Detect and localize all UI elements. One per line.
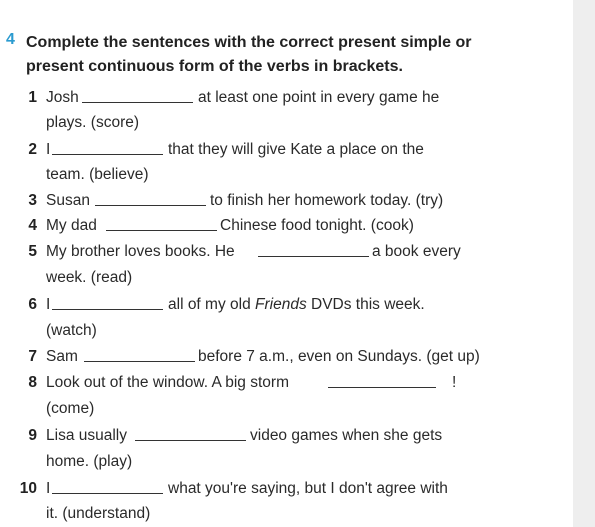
answer-blank[interactable] bbox=[82, 86, 193, 103]
item-number: 10 bbox=[19, 480, 37, 497]
item-text-continued: week. (read) bbox=[46, 269, 133, 286]
item-number: 5 bbox=[28, 243, 37, 260]
answer-blank[interactable] bbox=[106, 214, 217, 231]
answer-blank[interactable] bbox=[52, 293, 163, 310]
item-text-before: My brother loves books. He bbox=[46, 243, 235, 260]
item-text-before: Susan bbox=[46, 192, 90, 209]
item-text-before: Josh bbox=[46, 89, 79, 106]
item-text-continued: home. (play) bbox=[46, 453, 133, 470]
item-text-before: I bbox=[46, 141, 51, 158]
item-number: 2 bbox=[28, 141, 37, 158]
item-text-after: to finish her homework today. (try) bbox=[210, 192, 444, 209]
item-text-after: a book every bbox=[372, 243, 461, 260]
item-text-after: that they will give Kate a place on the bbox=[168, 141, 424, 158]
item-text-after: what you're saying, but I don't agree with bbox=[168, 480, 448, 497]
item-number: 8 bbox=[28, 374, 37, 391]
answer-blank[interactable] bbox=[52, 477, 163, 494]
answer-blank[interactable] bbox=[135, 424, 246, 441]
instruction-line-1: Complete the sentences with the correct present simple or bbox=[26, 34, 472, 51]
item-text-after: at least one point in every game he bbox=[198, 89, 440, 106]
exercise-number: 4 bbox=[6, 31, 15, 48]
item-text-after: before 7 a.m., even on Sundays. (get up) bbox=[198, 348, 480, 365]
item-text-after: Chinese food tonight. (cook) bbox=[220, 217, 414, 234]
item-text-after: ! bbox=[452, 374, 457, 391]
answer-blank[interactable] bbox=[84, 345, 195, 362]
item-text-before: My dad bbox=[46, 217, 97, 234]
item-number: 7 bbox=[28, 348, 37, 365]
answer-blank[interactable] bbox=[52, 138, 163, 155]
item-text-before: I bbox=[46, 296, 51, 313]
item-number: 4 bbox=[28, 217, 37, 234]
item-text-after-pre: all of my old bbox=[168, 296, 256, 313]
item-number: 6 bbox=[28, 296, 37, 313]
item-text-continued: (come) bbox=[46, 400, 95, 417]
item-number: 3 bbox=[28, 192, 37, 209]
answer-blank[interactable] bbox=[95, 189, 206, 206]
item-text-continued: team. (believe) bbox=[46, 166, 149, 183]
item-text-continued: (watch) bbox=[46, 322, 97, 339]
exercise-instruction bbox=[26, 31, 526, 79]
answer-blank[interactable] bbox=[328, 371, 436, 388]
item-text-continued: plays. (score) bbox=[46, 114, 140, 131]
item-text-after-post: DVDs this week. bbox=[306, 296, 425, 313]
item-text-before: Sam bbox=[46, 348, 78, 365]
item-text-before: Look out of the window. A big storm bbox=[46, 374, 289, 391]
item-number: 9 bbox=[28, 427, 37, 444]
item-number: 1 bbox=[28, 89, 37, 106]
item-text-continued: it. (understand) bbox=[46, 505, 151, 522]
item-text-before: I bbox=[46, 480, 51, 497]
title-italic: Friends bbox=[255, 296, 307, 313]
instruction-line-2: present continuous form of the verbs in brackets. bbox=[26, 58, 403, 75]
item-text-after bbox=[168, 293, 425, 316]
right-side-panel bbox=[573, 0, 595, 527]
answer-blank[interactable] bbox=[258, 240, 369, 257]
item-text-before: Lisa usually bbox=[46, 427, 127, 444]
item-text-after: video games when she gets bbox=[250, 427, 443, 444]
